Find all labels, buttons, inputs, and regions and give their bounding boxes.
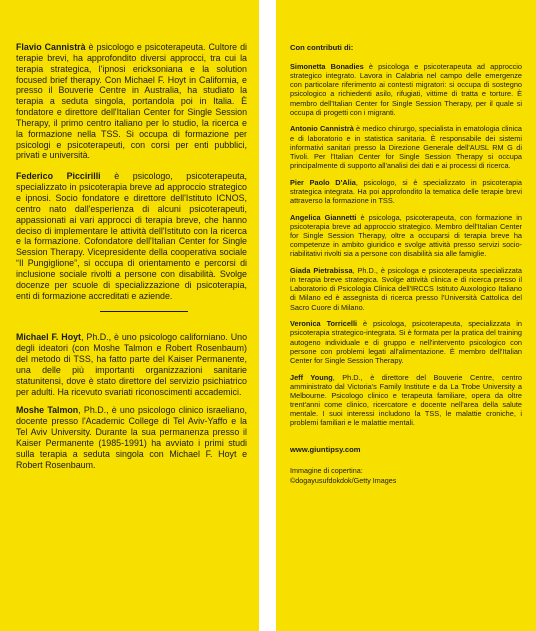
author-bio-hoyt [16,332,247,397]
contributor-bio-text: è psicologa, psicoterapeuta, con formazione in psicoterapia breve ad approccio strategico. Membro dell'Italian Center for Single Session Therapy, oltre a occuparsi di terapia breve ha competenze in ambito giuridico e svolge attività presso servizi socio-riabilitativi rivolti sia a persone con disabilità sia alle famiglie. [290,212,522,259]
contributor-name: Veronica Torricelli [290,319,358,329]
contributors-heading: Con contributi di: [290,43,354,52]
contributor-name: Pier Paolo D'Alia [290,177,356,187]
contributor-name: Antonio Cannistrà [290,124,354,134]
section-divider [100,311,188,312]
author-bio-talmon [16,405,247,470]
publisher-website: www.giuntipsy.com [290,445,361,455]
contributor-bio [290,178,522,205]
contributor-bio [290,124,522,170]
cover-credit-source: ©dogayusufdokdok/Getty Images [290,475,397,485]
author-name: Federico Piccirilli [16,171,101,182]
cover-image-credit [290,466,522,485]
contributor-bio-text: è psicologa, psicoterapeuta, specializzata in psicoterapia strategico-integrata. Si è formata per la pratica del training autogeno individuale e di gruppo e nell'intervento psicologico con persone con problemi legati all'alimentazione. È membro dell'Italian Center for Single Session Therapy. [290,319,522,365]
contributor-bio-text: , psicologo, si è specializzato in psicoterapia strategica integrata. Ha poi approfondito la tematica delle terapie brevi attraverso la formazione in TSS. [290,177,522,206]
author-bio-text: , Ph.D., è uno psicologo clinico israeliano, docente presso l'Academic College di Tel Aviv-Yaffo e la Tel Aviv University. Durante la sua permanenza presso il Kaiser Permanente (1985-1991) ha avviato i primi studi sulla terapia a seduta singola con Michael F. Hoyt e Robert Rosenbaum. [16,405,247,470]
contributor-name: Simonetta Bonadies [290,62,364,71]
contributor-bio [290,373,522,428]
right-flap [276,0,536,631]
contributor-name: Giada Pietrabissa [290,265,353,275]
contributor-bio [290,213,522,259]
contributor-bio [290,62,522,117]
left-flap [0,0,259,631]
author-name: Michael F. Hoyt [16,332,82,343]
contributor-bio-text: è psicologa e psicoterapeuta ad approccio strategico integrato. Lavora in Calabria nel campo delle emergenze con particolare riferimento ai contesti migratori: si occupa di sostegno psicologico a richiedenti asilo, rifugiati, vittime di tratta e torture. È membro dell'Italian Center for Single Session Therapy, per il quale si occupa di progetti con i migranti. [290,62,522,117]
contributor-bio-text: , Ph.D., è psicologa e psicoterapeuta specializzata in terapia breve strategica. Svolge attività clinica e di ricerca presso il Laboratorio di Psicologia Clinica dell'IRCCS Istituto Auxologico Italiano di Milano ed è assegnista di ricerca presso l'Università Cattolica del Sacro Cuore di Milano. [290,265,522,312]
contributor-bio-text: , Ph.D., è direttore del Bouverie Centre, centro amministrato dal Victoria's Family Institute e da La Trobe University a Melbourne. Psicologo clinico e terapeuta familiare, opera da oltre trent'anni come clinico, ricercatore e docente nell'area della salute mentale. I suoi interessi includono la TSS, le malattie croniche, i problemi familiari e le malattie mentali. [290,372,523,428]
contributor-name: Angelica Giannetti [290,212,357,222]
author-name: Moshe Talmon [16,405,79,416]
author-bio-text: , Ph.D., è uno psicologo californiano. Uno degli ideatori (con Moshe Talmon e Robert Rosenbaum) del metodo di TSS, ha fatto parte del Kaiser Permanente, una delle più importanti organizzazioni sanitarie statunitensi, dove è stato direttore del servizio psichiatrico per adulti. Ha ricevuto svariati riconoscimenti accademici. [16,332,247,397]
contributor-name: Jeff Young [290,372,333,382]
author-bio-cannistra [16,42,247,161]
author-name: Flavio Cannistrà [16,42,86,52]
contributor-bio-text: è medico chirurgo, specialista in ematologia clinica e di laboratorio e in statistica sanitaria. È responsabile dei sistemi informativi sanitari presso la Direzione Generale dell'AUSL RM G di Tivoli. Per l'Italian Center for Single Session Therapy si occupa principalmente di supporto all'analisi dei dati e ai processi di ricerca. [290,124,522,171]
contributor-bio [290,266,522,312]
author-bio-piccirilli [16,171,247,301]
author-bio-text: è psicologo, psicoterapeuta, specializzato in psicoterapia breve ad approccio strategico e ipnosi. Socio fondatore e direttore dell'Istituto ICNOS, centro nato dall'esperienza di alcuni psicoterapeuti, appassionati ai vari approcci di terapia breve, che hanno deciso di implementare le attività dell'Istituto con la ricerca e la formazione. Cofondatore dell'Italian Center for Single Session Therapy. Vicepresidente della cooperativa sociale “Il Pungiglione”, si occupa di orientamento e percorsi di inclusione sociale rivolti a persone con disabilità. Svolge docenze per scuole di specializzazione di psicoterapia, enti di formazione accreditati e aziende. [16,171,247,301]
cover-credit-label: Immagine di copertina: [290,466,363,476]
contributor-bio [290,319,522,365]
author-bio-text: è psicologo e psicoterapeuta. Cultore di terapie brevi, ha approfondito diversi approcci, tra cui la terapia strategica, l'ipnosi ericksoniana e la solution focused brief therapy. Con Michael F. Hoyt in California, e presso il Bouverie Centre in Australia, ha studiato la terapia a seduta singola, portandola poi in Italia. È fondatore e direttore dell'Italian Center for Single Session Therapy, il primo centro italiano per lo studio, la ricerca e la formazione nella TSS. Si occupa di formazione per psicologi e psicoterapeuti, con corsi per enti pubblici, privati e università. [16,42,247,161]
